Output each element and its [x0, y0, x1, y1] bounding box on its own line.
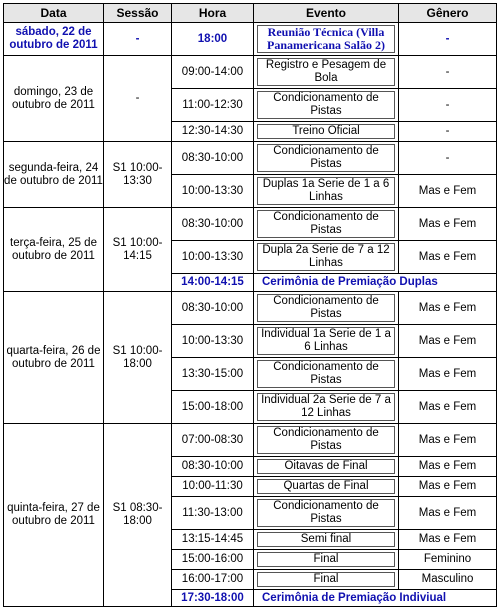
- time-cell: 08:30-10:00: [172, 457, 254, 477]
- event-text: Registro e Pesagem de Bola: [257, 58, 395, 86]
- event-text: Condicionamento de Pistas: [257, 144, 395, 172]
- schedule-row: [4, 424, 497, 457]
- time-cell: 10:00-11:30: [172, 477, 254, 497]
- gender-cell: Feminino: [399, 550, 497, 570]
- time-cell: 08:30-10:00: [172, 292, 254, 325]
- time-cell: 16:00-17:00: [172, 570, 254, 590]
- gender-cell: Mas e Fem: [399, 241, 497, 274]
- schedule-row: [4, 56, 497, 89]
- schedule-table: [3, 3, 497, 607]
- event-cell: [254, 325, 399, 358]
- ceremony-cell: Cerimônia de Premiação Indiviual: [254, 590, 497, 607]
- event-text: Individual 1a Serie de 1 a 6 Linhas: [257, 327, 395, 355]
- header-sessao: Sessão: [104, 4, 172, 23]
- event-cell: [254, 175, 399, 208]
- gender-cell: -: [399, 142, 497, 175]
- gender-cell: Mas e Fem: [399, 391, 497, 424]
- gender-cell: Mas e Fem: [399, 208, 497, 241]
- event-cell: [254, 122, 399, 142]
- header-row: [4, 4, 497, 23]
- event-text: Treino Oficial: [257, 124, 395, 139]
- event-text: Condicionamento de Pistas: [257, 426, 395, 454]
- event-cell: [254, 550, 399, 570]
- header-genero: Gênero: [399, 4, 497, 23]
- time-cell: 10:00-13:30: [172, 325, 254, 358]
- event-cell: [254, 89, 399, 122]
- event-cell: [254, 424, 399, 457]
- session-cell: S1 10:00-13:30: [104, 142, 172, 208]
- ceremony-cell: Cerimônia de Premiação Duplas: [254, 274, 497, 292]
- event-cell: [254, 142, 399, 175]
- event-text: Semi final: [257, 532, 395, 547]
- event-cell: [254, 457, 399, 477]
- time-cell: 11:30-13:00: [172, 497, 254, 530]
- gender-cell: -: [399, 122, 497, 142]
- event-cell: [254, 56, 399, 89]
- gender-cell: Mas e Fem: [399, 424, 497, 457]
- event-cell: [254, 570, 399, 590]
- time-cell: 17:30-18:00: [172, 590, 254, 607]
- header-hora: Hora: [172, 4, 254, 23]
- event-text: Reunião Técnica (Villa Panamericana Salão 2): [257, 25, 395, 53]
- event-cell: [254, 241, 399, 274]
- date-cell: domingo, 23 de outubro de 2011: [4, 56, 104, 142]
- schedule-row: [4, 208, 497, 241]
- gender-cell: Mas e Fem: [399, 325, 497, 358]
- date-cell: sábado, 22 de outubro de 2011: [4, 23, 104, 56]
- time-cell: 15:00-16:00: [172, 550, 254, 570]
- event-cell: [254, 292, 399, 325]
- event-text: Individual 2a Serie de 7 a 12 Linhas: [257, 393, 395, 421]
- schedule-row: [4, 142, 497, 175]
- schedule-body: [4, 23, 497, 607]
- time-cell: 18:00: [172, 23, 254, 56]
- session-cell: S1 08:30-18:00: [104, 424, 172, 607]
- time-cell: 07:00-08:30: [172, 424, 254, 457]
- event-text: Oitavas de Final: [257, 459, 395, 474]
- event-cell: [254, 391, 399, 424]
- gender-cell: Mas e Fem: [399, 292, 497, 325]
- event-text: Condicionamento de Pistas: [257, 360, 395, 388]
- event-cell: [254, 530, 399, 550]
- time-cell: 10:00-13:30: [172, 241, 254, 274]
- event-text: Dupla 2a Serie de 7 a 12 Linhas: [257, 243, 395, 271]
- session-cell: S1 10:00-18:00: [104, 292, 172, 424]
- gender-cell: Mas e Fem: [399, 358, 497, 391]
- schedule-row: [4, 292, 497, 325]
- event-cell: [254, 358, 399, 391]
- event-text: Quartas de Final: [257, 479, 395, 494]
- event-text: Condicionamento de Pistas: [257, 210, 395, 238]
- time-cell: 10:00-13:30: [172, 175, 254, 208]
- event-cell: [254, 23, 399, 56]
- time-cell: 15:00-18:00: [172, 391, 254, 424]
- time-cell: 08:30-10:00: [172, 142, 254, 175]
- event-text: Final: [257, 552, 395, 567]
- event-text: Condicionamento de Pistas: [257, 91, 395, 119]
- event-cell: [254, 497, 399, 530]
- gender-cell: Mas e Fem: [399, 457, 497, 477]
- date-cell: terça-feira, 25 de outubro de 2011: [4, 208, 104, 292]
- gender-cell: Mas e Fem: [399, 477, 497, 497]
- time-cell: 09:00-14:00: [172, 56, 254, 89]
- event-text: Final: [257, 572, 395, 587]
- session-cell: -: [104, 56, 172, 142]
- time-cell: 12:30-14:30: [172, 122, 254, 142]
- event-text: Duplas 1a Serie de 1 a 6 Linhas: [257, 177, 395, 205]
- event-cell: [254, 477, 399, 497]
- date-cell: quinta-feira, 27 de outubro de 2011: [4, 424, 104, 607]
- event-cell: [254, 208, 399, 241]
- gender-cell: Masculino: [399, 570, 497, 590]
- schedule-row: [4, 23, 497, 56]
- time-cell: 13:30-15:00: [172, 358, 254, 391]
- gender-cell: -: [399, 23, 497, 56]
- time-cell: 11:00-12:30: [172, 89, 254, 122]
- time-cell: 14:00-14:15: [172, 274, 254, 292]
- session-cell: -: [104, 23, 172, 56]
- session-cell: S1 10:00-14:15: [104, 208, 172, 292]
- time-cell: 08:30-10:00: [172, 208, 254, 241]
- event-text: Condicionamento de Pistas: [257, 499, 395, 527]
- gender-cell: -: [399, 56, 497, 89]
- gender-cell: Mas e Fem: [399, 497, 497, 530]
- event-text: Condicionamento de Pistas: [257, 294, 395, 322]
- header-evento: Evento: [254, 4, 399, 23]
- gender-cell: Mas e Fem: [399, 530, 497, 550]
- date-cell: segunda-feira, 24 de outubro de 2011: [4, 142, 104, 208]
- gender-cell: Mas e Fem: [399, 175, 497, 208]
- gender-cell: -: [399, 89, 497, 122]
- date-cell: quarta-feira, 26 de outubro de 2011: [4, 292, 104, 424]
- schedule-table-container: [3, 3, 496, 604]
- time-cell: 13:15-14:45: [172, 530, 254, 550]
- header-data: Data: [4, 4, 104, 23]
